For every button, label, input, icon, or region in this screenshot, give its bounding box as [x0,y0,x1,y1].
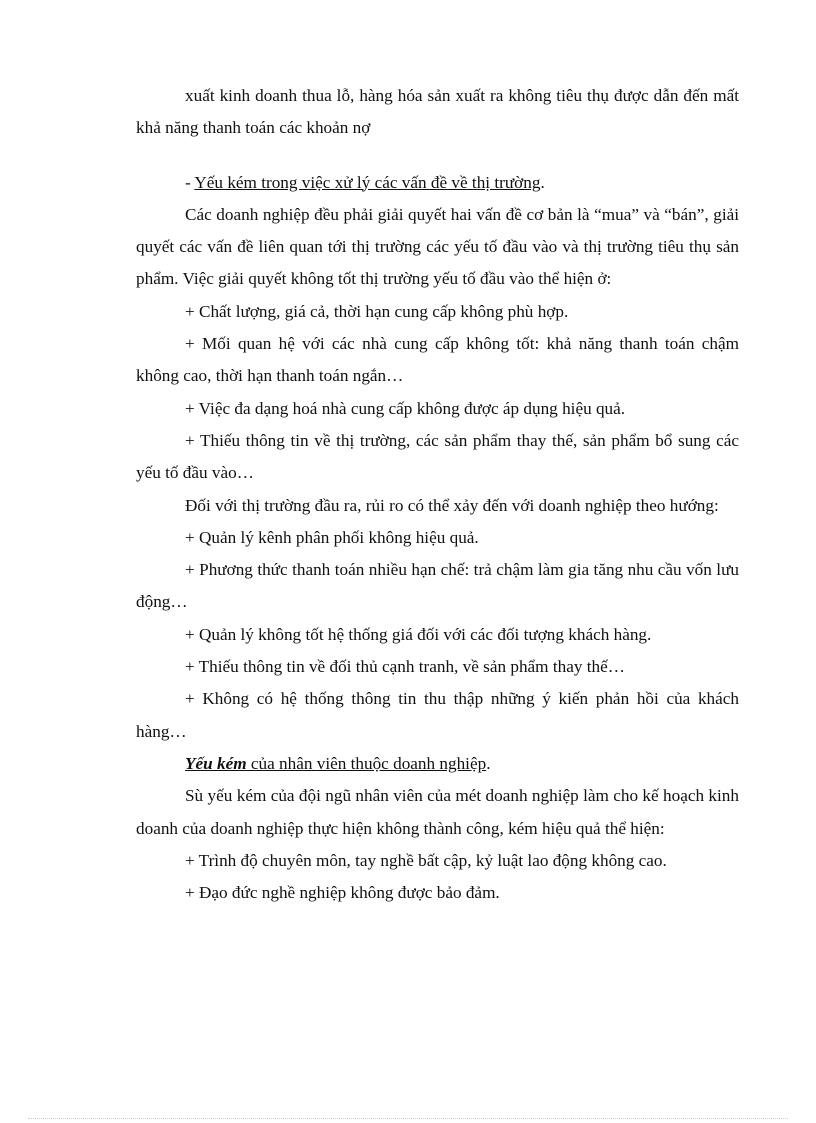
heading-dash: - [185,172,195,192]
list-item: + Không có hệ thống thông tin thu thập những ý kiến phản hồi của khách hàng… [136,689,739,741]
heading-market-text: Yếu kém trong việc xử lý các vấn đề về thị trường [194,172,541,192]
list-item: + Thiếu thông tin về thị trường, các sản phẩm thay thế, sản phẩm bổ sung các yếu tố đầu vào… [136,430,739,483]
list-item: + Trình độ chuyên môn, tay nghề bất cập, kỷ luật lao động không cao. [185,850,667,870]
document-body [136,80,739,909]
list-item: + Quản lý không tốt hệ thống giá đối với các đối tượng khách hàng. [185,624,652,644]
paragraph-staff: Sù yếu kém của đội ngũ nhân viên của mét doanh nghiệp làm cho kế hoạch kinh doanh của doanh nghiệp thực hiện không thành công, kém hiệu quả thể hiện: [136,786,739,838]
heading-staff-bold: Yếu kém [185,753,247,773]
heading-staff-text: của nhân viên thuộc doanh nghiệp [246,753,487,773]
paragraph-continuation: xuất kinh doanh thua lỗ, hàng hóa sản xuất ra không tiêu thụ được dẫn đến mất khả năng thanh toán các khoản nợ [136,86,739,138]
list-item: + Việc đa dạng hoá nhà cung cấp không được áp dụng hiệu quả. [185,398,626,418]
page-bottom-rule [28,1118,788,1119]
section-heading-staff [136,748,739,780]
paragraph-input-market: Các doanh nghiệp đều phải giải quyết hai vấn đề cơ bản là “mua” và “bán”, giải quyết các vấn đề liên quan tới thị trường các yếu tố đầu vào và thị trường tiêu thụ sản phẩm. Việc giải quyết không tốt thị trường yếu tố đầu vào thể hiện ở: [136,204,739,289]
section-heading-market [136,167,739,199]
paragraph-output-market: Đối với thị trường đầu ra, rủi ro có thể xảy đến với doanh nghiệp theo hướng: [185,495,719,515]
list-item: + Thiếu thông tin về đối thủ cạnh tranh, về sản phẩm thay thế… [185,657,625,677]
list-item: + Chất lượng, giá cả, thời hạn cung cấp không phù hợp. [185,301,569,321]
paragraph-gap [136,145,739,167]
list-item: + Phương thức thanh toán nhiều hạn chế: trả chậm làm gia tăng nhu cầu vốn lưu động… [136,560,739,612]
list-item: + Mối quan hệ với các nhà cung cấp không tốt: khả năng thanh toán chậm không cao, thời hạn thanh toán ngắn… [136,334,739,386]
list-item: + Đạo đức nghề nghiệp không được bảo đảm. [185,883,500,903]
heading-period: . [540,172,545,192]
list-item: + Quản lý kênh phân phối không hiệu quả. [185,527,479,547]
heading-period: . [486,753,491,773]
